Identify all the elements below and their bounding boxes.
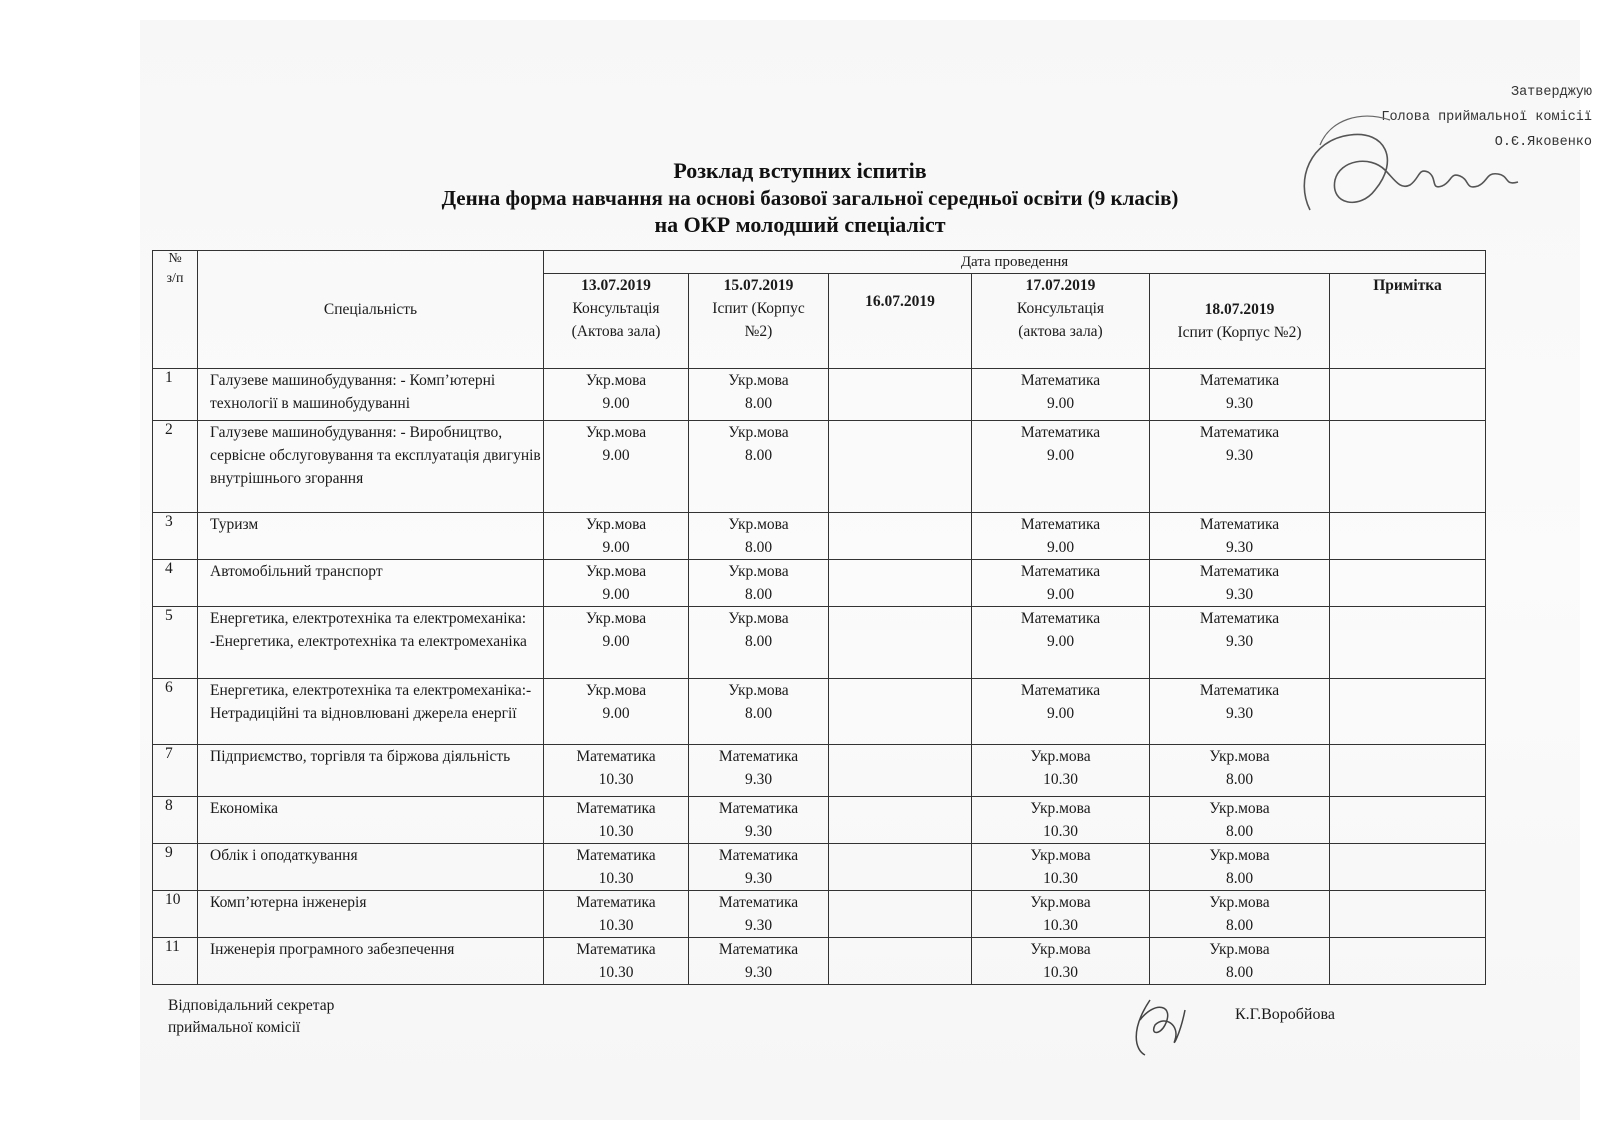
row-specialty: Галузеве машинобудування: - Комп’ютерні технології в машинобудуванні [198,369,544,421]
exam-time: 9.00 [602,633,630,650]
schedule-cell [829,369,972,421]
exam-time: 9.30 [1225,705,1254,722]
schedule-cell [972,513,1150,560]
exam-subject: Математика [576,894,656,911]
exam-subject: Математика [1020,610,1101,627]
schedule-cell [972,844,1150,891]
schedule-cell [689,844,829,891]
schedule-cell [829,891,972,938]
column-note: (Актова зала) [571,323,661,340]
row-specialty: Енергетика, електротехніка та електромеханіка:- Нетрадиційні та відновлювані джерела енергії [198,679,544,745]
table-row [153,938,1486,985]
schedule-cell [689,369,829,421]
note-cell [1330,891,1486,938]
note-cell [1330,560,1486,607]
date-header: Дата проведення [544,251,1486,274]
note-cell [1330,607,1486,679]
row-number: 6 [153,679,198,745]
schedule-cell [1150,797,1330,844]
schedule-cell [689,679,829,745]
note-header [1330,274,1486,369]
schedule-cell [1150,607,1330,679]
exam-time: 10.30 [598,917,634,934]
exam-subject: Математика [718,800,799,817]
exam-subject: Математика [1199,424,1280,441]
exam-subject: Математика [718,847,799,864]
exam-subject: Укр.мова [585,372,647,389]
exam-subject: Математика [1199,516,1280,533]
column-note: Іспит (Корпус №2) [1177,324,1302,341]
row-specialty: Комп’ютерна інженерія [198,891,544,938]
note-cell [1330,938,1486,985]
exam-subject: Математика [1199,610,1280,627]
table-row [153,745,1486,797]
exam-time: 9.30 [744,771,773,788]
title-line-1: Розклад вступних іспитів [673,158,927,183]
exam-subject: Математика [1020,424,1101,441]
exam-subject: Укр.мова [1209,800,1270,817]
exam-time: 8.00 [1225,870,1254,887]
exam-time: 8.00 [744,539,773,556]
row-specialty: Облік і оподаткування [198,844,544,891]
exam-subject: Математика [718,748,799,765]
schedule-cell [1150,513,1330,560]
exam-subject: Математика [1199,682,1280,699]
schedule-cell [829,938,972,985]
column-header [689,274,829,369]
row-specialty: Автомобільний транспорт [198,560,544,607]
exam-time: 8.00 [744,586,773,603]
schedule-cell [689,891,829,938]
exam-time: 9.00 [602,447,630,464]
exam-time: 9.00 [1046,539,1075,556]
note-cell [1330,513,1486,560]
row-number: 9 [153,844,198,891]
schedule-cell [544,421,689,513]
table-row [153,797,1486,844]
column-date: 18.07.2019 [1204,301,1275,318]
note-cell [1330,679,1486,745]
schedule-cell [1150,421,1330,513]
schedule-cell [829,560,972,607]
schedule-cell [544,745,689,797]
exam-subject: Укр.мова [585,682,647,699]
exam-time: 9.30 [744,964,773,981]
schedule-cell [689,560,829,607]
exam-time: 9.00 [602,395,630,412]
note-label: Примітка [1373,277,1442,294]
schedule-cell [829,513,972,560]
exam-time: 9.00 [1046,395,1075,412]
column-header [1150,274,1330,369]
approval-line-1: Затверджую [1510,85,1592,100]
note-cell [1330,369,1486,421]
exam-time: 10.30 [1043,964,1078,981]
schedule-cell [972,421,1150,513]
schedule-cell [544,607,689,679]
exam-subject: Укр.мова [1209,847,1270,864]
exam-subject: Математика [1020,563,1101,580]
column-note: Консультація [572,300,660,317]
exam-time: 10.30 [1043,771,1078,788]
exam-subject: Укр.мова [728,516,789,533]
column-date: 13.07.2019 [581,277,651,294]
schedule-cell [544,844,689,891]
exam-subject: Математика [1199,372,1280,389]
exam-subject: Математика [1020,516,1101,533]
column-date: 15.07.2019 [723,277,794,294]
row-specialty: Туризм [198,513,544,560]
exam-time: 9.30 [744,870,773,887]
column-note: Іспит (Корпус [712,300,805,317]
exam-time: 9.00 [1046,447,1075,464]
exam-time: 8.00 [1225,771,1254,788]
exam-time: 9.30 [744,917,773,934]
schedule-cell [829,745,972,797]
note-cell [1330,844,1486,891]
schedule-table [152,250,1486,985]
header-row-1 [153,251,1486,274]
table-row [153,560,1486,607]
title-line-3: на ОКР молодший спеціаліст [654,212,946,237]
exam-subject: Укр.мова [1030,748,1091,765]
schedule-cell [544,938,689,985]
row-specialty: Енергетика, електротехніка та електромеханіка: -Енергетика, електротехніка та електромеханіка [198,607,544,679]
schedule-cell [544,679,689,745]
column-note: Консультація [1016,300,1105,317]
schedule-cell [829,607,972,679]
schedule-cell [972,369,1150,421]
exam-time: 8.00 [744,633,773,650]
schedule-cell [829,679,972,745]
exam-subject: Укр.мова [728,682,789,699]
exam-subject: Укр.мова [728,563,789,580]
exam-subject: Укр.мова [585,610,647,627]
exam-subject: Математика [576,748,656,765]
table-row [153,513,1486,560]
exam-time: 9.30 [744,823,773,840]
footer-secretary [168,995,334,1039]
exam-time: 10.30 [1043,823,1078,840]
row-number: 4 [153,560,198,607]
exam-time: 9.30 [1225,633,1254,650]
schedule-cell [972,679,1150,745]
exam-time: 10.30 [598,771,634,788]
schedule-cell [689,938,829,985]
schedule-cell [689,513,829,560]
exam-subject: Укр.мова [728,372,789,389]
exam-subject: Укр.мова [1030,894,1091,911]
spec-header: Спеціальність [198,251,544,369]
column-header [544,274,689,369]
schedule-cell [689,607,829,679]
row-specialty: Галузеве машинобудування: - Виробництво, сервісне обслуговування та експлуатація двигунів внутрішнього згорання [198,421,544,513]
column-date: 17.07.2019 [1025,277,1096,294]
row-specialty: Підприємство, торгівля та біржова діяльність [198,745,544,797]
schedule-cell [972,797,1150,844]
exam-subject: Математика [718,941,799,958]
schedule-cell [689,797,829,844]
no-header [153,251,198,369]
exam-subject: Укр.мова [1209,941,1270,958]
schedule-cell [1150,891,1330,938]
exam-time: 9.00 [1046,705,1075,722]
exam-subject: Математика [1020,372,1101,389]
row-number: 1 [153,369,198,421]
row-number: 8 [153,797,198,844]
schedule-cell [972,891,1150,938]
column-header [972,274,1150,369]
schedule-cell [689,421,829,513]
exam-time: 9.00 [1046,633,1075,650]
row-number: 7 [153,745,198,797]
exam-time: 10.30 [598,870,634,887]
schedule-cell [544,797,689,844]
schedule-cell [972,607,1150,679]
table-row [153,369,1486,421]
exam-time: 8.00 [744,447,773,464]
row-number: 2 [153,421,198,513]
exam-subject: Математика [1199,563,1280,580]
schedule-cell [544,369,689,421]
table-row [153,679,1486,745]
schedule-cell [1150,369,1330,421]
exam-subject: Укр.мова [1030,800,1091,817]
exam-subject: Математика [1020,682,1101,699]
schedule-cell [544,560,689,607]
exam-time: 9.00 [602,586,630,603]
row-specialty: Інженерія програмного забезпечення [198,938,544,985]
exam-subject: Математика [576,941,656,958]
approval-line-2: Голова приймальної комісії [1381,110,1592,125]
schedule-cell [1150,844,1330,891]
schedule-body [153,369,1486,985]
approval-line-3: О.Є.Яковенко [1494,135,1592,150]
no-label-2: з/п [166,271,184,286]
secretary-name: К.Г.Воробйова [1235,1006,1335,1023]
exam-time: 8.00 [1225,964,1254,981]
note-cell [1330,421,1486,513]
schedule-cell [972,938,1150,985]
note-cell [1330,797,1486,844]
schedule-cell [544,513,689,560]
row-number: 3 [153,513,198,560]
exam-subject: Укр.мова [1209,894,1270,911]
exam-subject: Укр.мова [585,516,647,533]
exam-time: 8.00 [1225,917,1254,934]
table-row [153,844,1486,891]
schedule-cell [1150,938,1330,985]
exam-time: 9.00 [1046,586,1075,603]
exam-time: 10.30 [1043,917,1078,934]
exam-subject: Математика [576,847,656,864]
column-header [829,274,972,369]
secretary-line-1: Відповідальний секретар [168,997,335,1014]
exam-subject: Укр.мова [728,424,789,441]
row-number: 5 [153,607,198,679]
exam-subject: Математика [718,894,799,911]
schedule-cell [1150,745,1330,797]
exam-time: 9.30 [1225,447,1254,464]
schedule-cell [1150,679,1330,745]
exam-subject: Математика [576,800,656,817]
exam-time: 9.30 [1225,586,1254,603]
exam-time: 10.30 [598,964,634,981]
no-label-1: № [168,251,182,266]
secretary-signature-icon [1120,990,1200,1060]
exam-time: 9.00 [602,705,630,722]
schedule-cell [689,745,829,797]
row-specialty: Економіка [198,797,544,844]
secretary-line-2: приймальної комісії [168,1019,301,1036]
schedule-cell [829,797,972,844]
exam-time: 8.00 [1225,823,1254,840]
schedule-cell [544,891,689,938]
table-row [153,421,1486,513]
note-cell [1330,745,1486,797]
column-note: (актова зала) [1018,323,1103,340]
exam-time: 10.30 [1043,870,1078,887]
schedule-cell [829,844,972,891]
row-number: 11 [153,938,198,985]
exam-time: 9.30 [1225,539,1254,556]
exam-subject: Укр.мова [1030,847,1091,864]
exam-subject: Укр.мова [1030,941,1091,958]
exam-time: 10.30 [598,823,634,840]
title-line-2: Денна форма навчання на основі базової загальної середньої освіти (9 класів) [441,186,1179,210]
exam-time: 9.30 [1225,395,1254,412]
column-date: 16.07.2019 [865,293,935,310]
exam-time: 8.00 [744,395,773,412]
schedule-cell [972,745,1150,797]
exam-subject: Укр.мова [585,424,647,441]
row-number: 10 [153,891,198,938]
exam-subject: Укр.мова [728,610,789,627]
exam-time: 9.00 [602,539,630,556]
exam-time: 8.00 [744,705,773,722]
exam-subject: Укр.мова [585,563,647,580]
schedule-cell [972,560,1150,607]
column-note: №2) [744,323,773,340]
table-row [153,607,1486,679]
table-row [153,891,1486,938]
schedule-cell [829,421,972,513]
exam-subject: Укр.мова [1209,748,1270,765]
schedule-cell [1150,560,1330,607]
